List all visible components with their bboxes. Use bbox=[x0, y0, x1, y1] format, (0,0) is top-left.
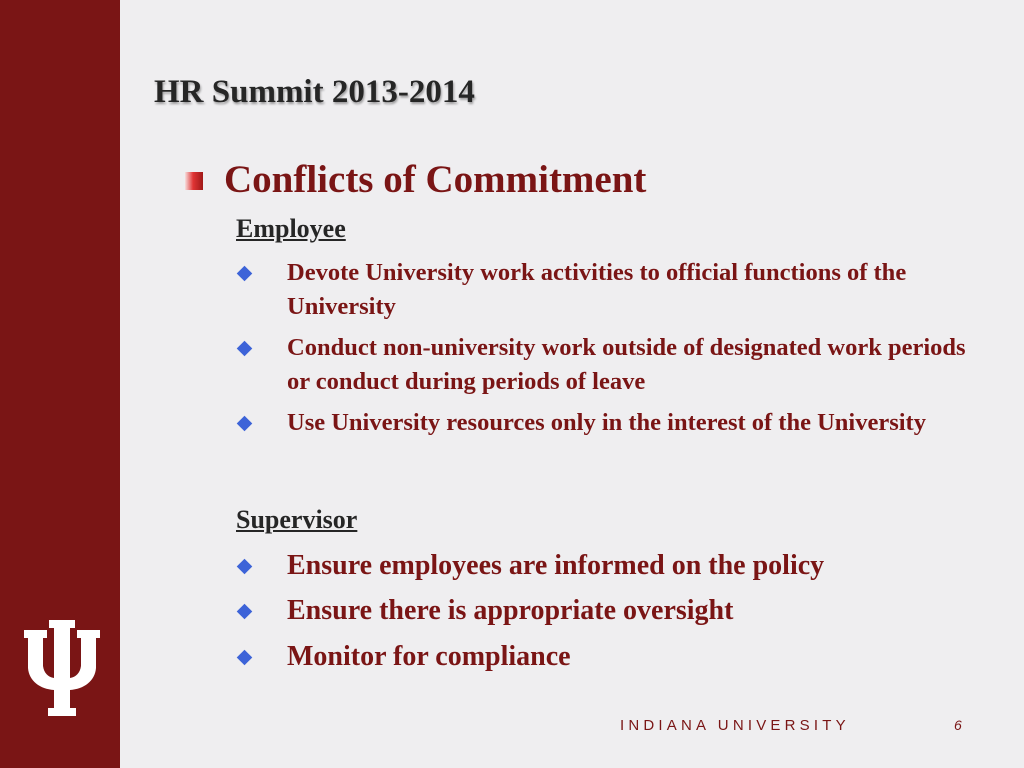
list-item-text: Conduct non-university work outside of designated work periods or conduct during periods of leave bbox=[287, 334, 966, 395]
diamond-bullet-icon bbox=[237, 416, 253, 432]
slide-title: HR Summit 2013-2014 bbox=[154, 74, 475, 110]
brand-sidebar bbox=[0, 0, 120, 768]
diamond-bullet-icon bbox=[237, 341, 253, 357]
diamond-bullet-icon bbox=[237, 559, 253, 575]
iu-trident-logo-icon bbox=[20, 618, 104, 726]
diamond-bullet-icon bbox=[237, 650, 253, 666]
supervisor-label: Supervisor bbox=[236, 505, 358, 534]
diamond-bullet-icon bbox=[237, 604, 253, 620]
footer-university-name: INDIANA UNIVERSITY bbox=[620, 717, 850, 734]
square-bullet-icon bbox=[185, 172, 203, 190]
list-item-text: Devote University work activities to official functions of the University bbox=[287, 259, 907, 320]
section-heading: Conflicts of Commitment bbox=[224, 158, 647, 201]
employee-label: Employee bbox=[236, 214, 346, 243]
diamond-bullet-icon bbox=[237, 266, 253, 282]
list-item-text: Ensure employees are informed on the policy bbox=[287, 550, 825, 581]
list-item-text: Monitor for compliance bbox=[287, 641, 571, 672]
page-number: 6 bbox=[954, 717, 962, 733]
list-item-text: Use University resources only in the interest of the University bbox=[287, 409, 926, 436]
list-item-text: Ensure there is appropriate oversight bbox=[287, 595, 734, 626]
